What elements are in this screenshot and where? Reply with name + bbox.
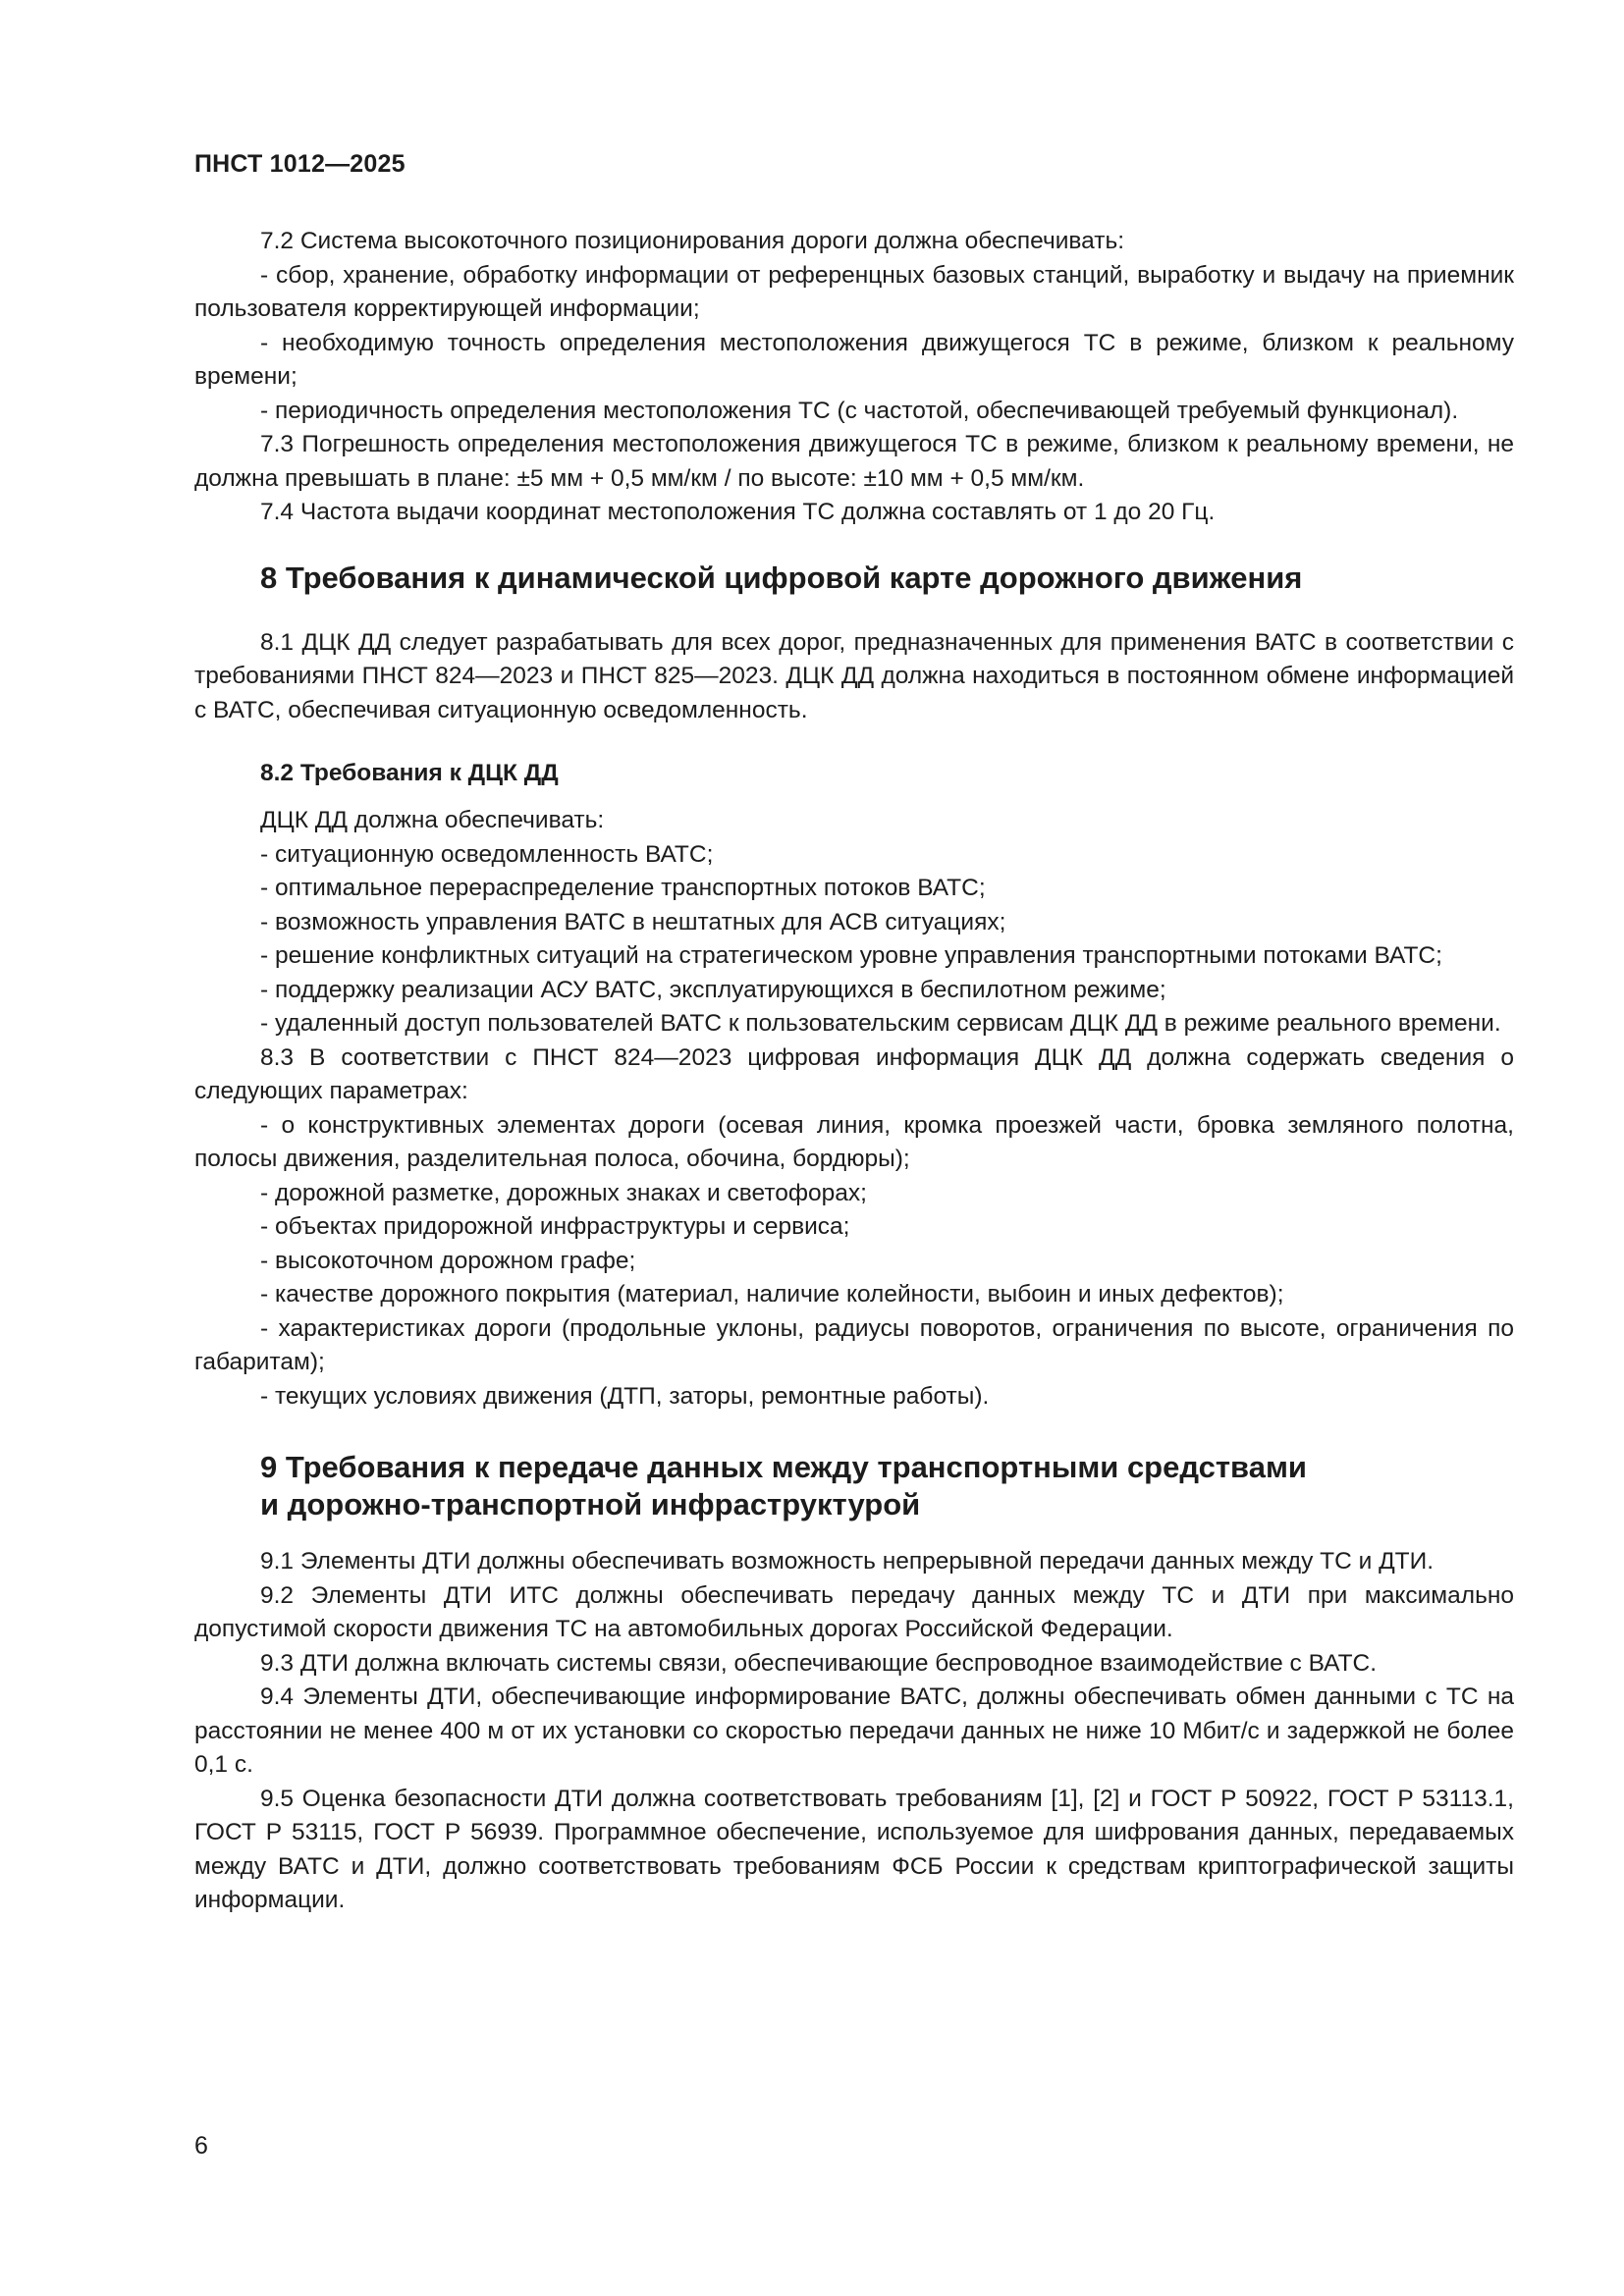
section-9-title-line-2: и дорожно-транспортной инфраструктурой: [260, 1487, 921, 1522]
list-item: - о конструктивных элементах дороги (осевая линия, кромка проезжей части, бровка земляного полотна, полосы движения, разделительная полоса, обочина, бордюры);: [194, 1111, 1514, 1172]
list-item: - поддержку реализации АСУ ВАТС, эксплуатирующихся в беспилотном режиме;: [260, 976, 1166, 1003]
clause-8-3: 8.3 В соответствии с ПНСТ 824—2023 цифровая информация ДЦК ДД должна содержать сведения о следующих параметрах:: [194, 1043, 1514, 1104]
clause-8-1: 8.1 ДЦК ДД следует разрабатывать для всех дорог, предназначенных для применения ВАТС в соответствии с требованиями ПНСТ 824—2023 и ПНСТ 825—2023. ДЦК ДД должна находиться в постоянном обмене информацией с ВАТС, обеспечивая ситуационную осведомленность.: [194, 628, 1514, 723]
clause-8-2-intro: ДЦК ДД должна обеспечивать:: [260, 807, 605, 833]
clause-7-2: 7.2 Система высокоточного позиционирования дороги должна обеспечивать:: [260, 228, 1125, 254]
list-item: - объектах придорожной инфраструктуры и сервиса;: [260, 1213, 850, 1240]
section-9-title-line-1: 9 Требования к передаче данных между транспортными средствами: [260, 1450, 1307, 1484]
list-item: - периодичность определения местоположения ТС (с частотой, обеспечивающей требуемый функционал).: [260, 397, 1459, 424]
page-number: 6: [194, 2132, 208, 2160]
clause-9-2: 9.2 Элементы ДТИ ИТС должны обеспечивать передачу данных между ТС и ДТИ при максимально допустимой скорости движения ТС на автомобильных дорогах Российской Федерации.: [194, 1581, 1514, 1642]
subsection-8-2-title: 8.2 Требования к ДЦК ДД: [260, 760, 559, 786]
list-item: - характеристиках дороги (продольные уклоны, радиусы поворотов, ограничения по высоте, ограничения по габаритам);: [194, 1314, 1514, 1375]
clause-9-1: 9.1 Элементы ДТИ должны обеспечивать возможность непрерывной передачи данных между ТС и ДТИ.: [260, 1548, 1435, 1575]
list-item: - качестве дорожного покрытия (материал, наличие колейности, выбоин и иных дефектов);: [260, 1281, 1284, 1308]
clause-7-3: 7.3 Погрешность определения местоположения движущегося ТС в режиме, близком к реальному времени, не должна превышать в плане: ±5 мм + 0,5 мм/км / по высоте: ±10 мм + 0,5 мм/км.: [194, 431, 1514, 492]
list-item: - высокоточном дорожном графе;: [260, 1247, 636, 1274]
page-content: [194, 225, 1514, 1918]
list-item: - возможность управления ВАТС в нештатных для АСВ ситуациях;: [260, 908, 1006, 935]
list-item: - удаленный доступ пользователей ВАТС к пользовательским сервисам ДЦК ДД в режиме реального времени.: [260, 1010, 1501, 1037]
clause-7-4: 7.4 Частота выдачи координат местоположения ТС должна составлять от 1 до 20 Гц.: [260, 499, 1216, 525]
section-8-title: 8 Требования к динамической цифровой карте дорожного движения: [260, 560, 1303, 595]
list-item: - необходимую точность определения местоположения движущегося ТС в режиме, близком к реальному времени;: [194, 329, 1514, 390]
clause-9-4: 9.4 Элементы ДТИ, обеспечивающие информирование ВАТС, должны обеспечивать обмен данными с ТС на расстоянии не менее 400 м от их установки со скоростью передачи данных не ниже 10 Мбит/с и задержкой не более 0,1 с.: [194, 1683, 1514, 1778]
section-9-title: [260, 1449, 1514, 1523]
clause-9-5: 9.5 Оценка безопасности ДТИ должна соответствовать требованиям [1], [2] и ГОСТ Р 50922, ГОСТ Р 53113.1, ГОСТ Р 53115, ГОСТ Р 56939. Программное обеспечение, используемое для шифрования данных, передаваемых между ВАТС и ДТИ, должно соответствовать требованиям ФСБ России к средствам криптографической защиты информации.: [194, 1785, 1514, 1913]
list-item: - сбор, хранение, обработку информации от референцных базовых станций, выработку и выдачу на приемник пользователя корректирующей информации;: [194, 261, 1514, 322]
clause-9-3: 9.3 ДТИ должна включать системы связи, обеспечивающие беспроводное взаимодействие с ВАТС.: [260, 1649, 1378, 1677]
list-item: - решение конфликтных ситуаций на стратегическом уровне управления транспортными потоками ВАТС;: [260, 942, 1442, 969]
list-item: - дорожной разметке, дорожных знаках и светофорах;: [260, 1179, 867, 1206]
document-code-header: ПНСТ 1012—2025: [194, 150, 406, 178]
list-item: - оптимальное перераспределение транспортных потоков ВАТС;: [260, 875, 986, 901]
list-item: - ситуационную осведомленность ВАТС;: [260, 840, 714, 868]
list-item: - текущих условиях движения (ДТП, заторы, ремонтные работы).: [260, 1382, 990, 1410]
